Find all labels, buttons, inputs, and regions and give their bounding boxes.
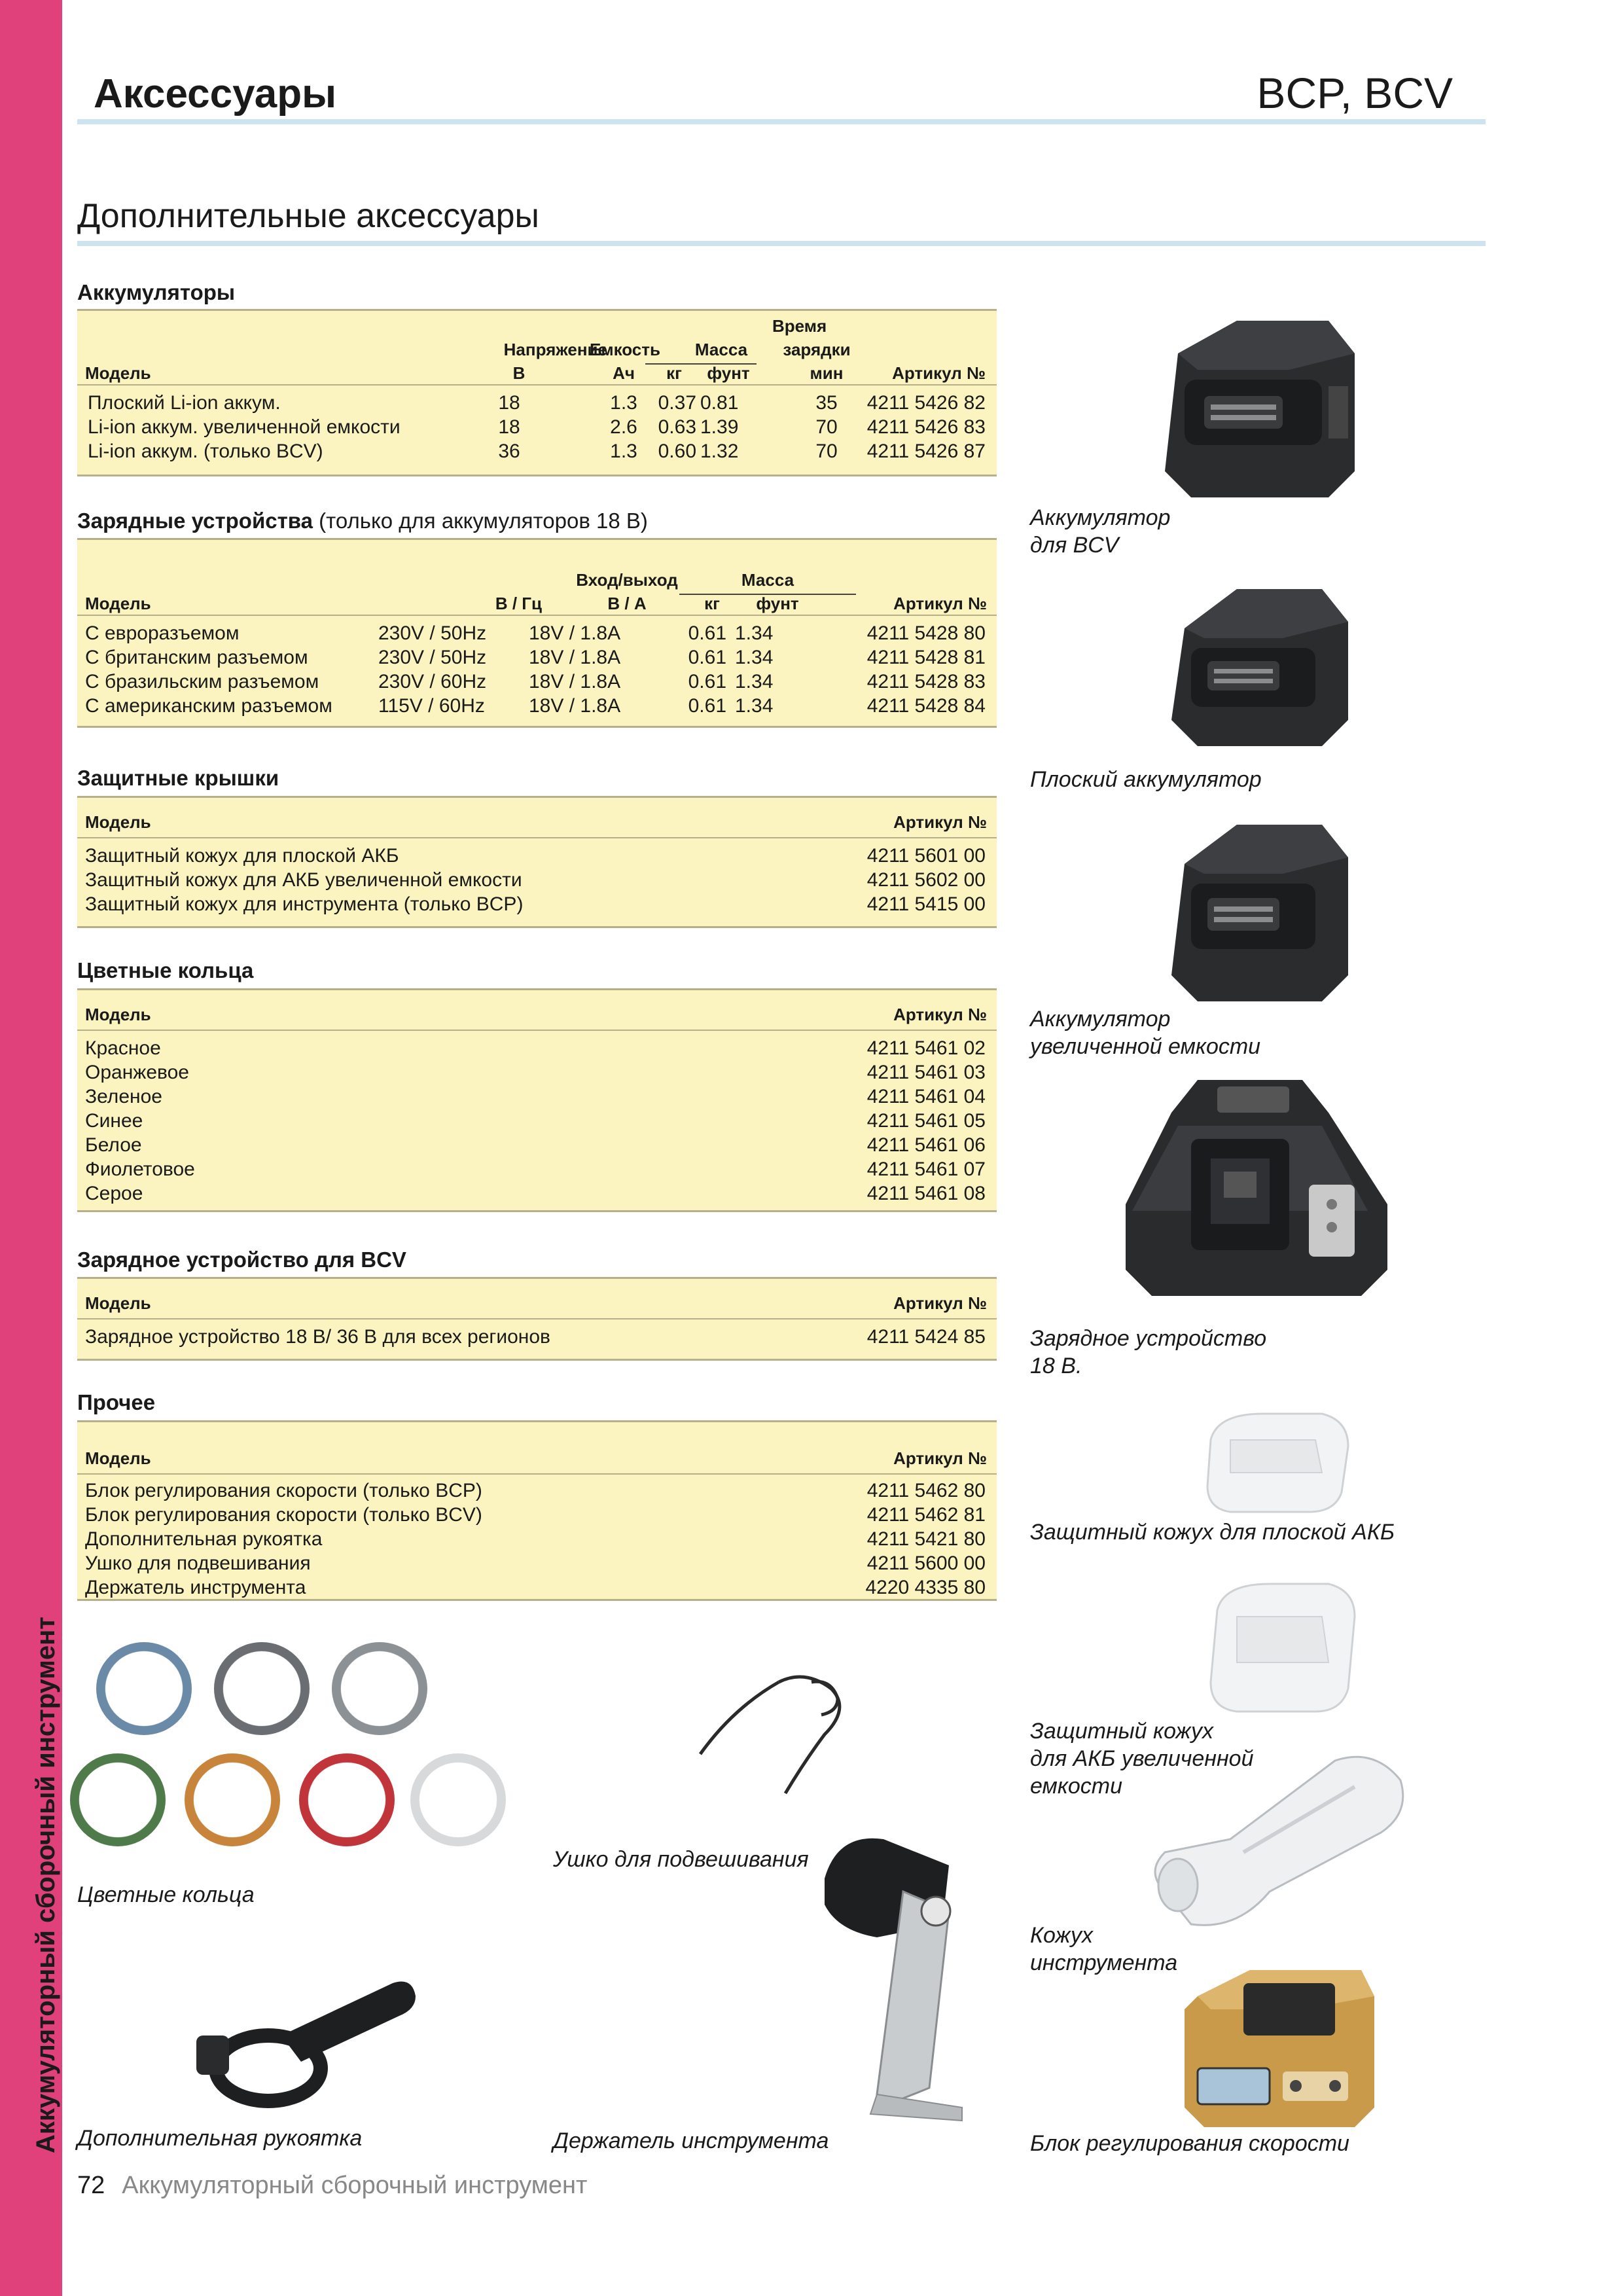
col-time-label-1: Время [772, 316, 827, 336]
col-mass-label: Масса [694, 340, 748, 359]
col-io-label-1: Вход/выход [576, 570, 678, 590]
col-article-label: Артикул № [893, 594, 987, 613]
page-title: Аксессуары [94, 71, 337, 117]
col-capacity-label-1: Емкость [590, 340, 660, 359]
caption-speed-unit: Блок регулирования скорости [1030, 2131, 1349, 2156]
col-model-label: Модель [85, 1448, 151, 1468]
color-ring-highlight [342, 1652, 418, 1725]
table-row: Синее 4211 5461 05 [85, 1110, 986, 1132]
col-kg-label: кг [704, 594, 720, 613]
table-row: Дополнительная рукоятка 4211 5421 80 [85, 1528, 986, 1550]
rings-title: Цветные кольца [77, 958, 254, 982]
section-title: Дополнительные аксессуары [77, 197, 539, 235]
table-row: Блок регулирования скорости (только BCP) 4211 5462 80 [85, 1480, 986, 1501]
table-row: Держатель инструмента 4220 4335 80 [85, 1577, 986, 1598]
caption-tool-cover: Кожух инструмента [1030, 1923, 1178, 1975]
col-model-label: Модель [85, 1005, 151, 1024]
batteries-table [77, 309, 997, 476]
page-number: 72 [77, 2172, 105, 2199]
side-handle-image [177, 1957, 425, 2127]
color-ring [415, 1758, 501, 1842]
col-model-label: Модель [85, 1293, 151, 1313]
table-row: Белое 4211 5461 06 [85, 1134, 986, 1156]
table-row: Зарядное устройство 18 В/ 36 В для всех регионов 4211 5424 85 [85, 1326, 986, 1348]
col-lb-label: фунт [707, 363, 750, 383]
caption-hc-cover: Защитный кожух для АКБ увеличенной емкости [1030, 1719, 1254, 1799]
page-footer [77, 2172, 587, 2200]
bcv-charger-title: Зарядное устройство для BCV [77, 1247, 406, 1272]
col-time-label-3: мин [810, 363, 844, 383]
table-row: С бразильским разъемом 230V / 60Hz 18V / 1.8A 0.61 1.34 4211 5428 83 [85, 671, 986, 692]
caption-holder: Держатель инструмента [553, 2128, 829, 2153]
color-ring-highlight [80, 1763, 156, 1837]
hc-battery-image [1152, 812, 1368, 1008]
caption-flat-cover: Защитный кожух для плоской АКБ [1030, 1520, 1395, 1545]
table-row: Плоский Li-ion аккум. 18 1.3 0.37 0.81 35 4211 5426 82 [88, 392, 986, 414]
table-row: Ушко для подвешивания 4211 5600 00 [85, 1552, 986, 1574]
sidebar [0, 0, 62, 2296]
color-ring-highlight [309, 1763, 385, 1837]
table-row: Защитный кожух для АКБ увеличенной емкости 4211 5602 00 [85, 869, 986, 891]
model-title: BCP, BCV [1257, 69, 1453, 117]
caption-charger: Зарядное устройство 18 В. [1030, 1326, 1267, 1378]
table-row: Li-ion аккум. увеличенной емкости 18 2.6 0.63 1.39 70 4211 5426 83 [88, 416, 986, 438]
col-kg-label: кг [666, 363, 682, 383]
color-ring [101, 1647, 187, 1731]
batteries-title: Аккумуляторы [77, 280, 236, 304]
col-model-label: Модель [85, 594, 151, 613]
tool-holder-image [812, 1826, 982, 2134]
col-article-label: Артикул № [893, 1448, 987, 1468]
color-ring [75, 1758, 161, 1842]
color-ring-highlight [106, 1652, 182, 1725]
footer-text: Аккумуляторный сборочный инструмент [122, 2172, 588, 2199]
table-row: Защитный кожух для плоской АКБ 4211 5601 00 [85, 845, 986, 867]
covers-title: Защитные крышки [77, 766, 279, 790]
covers-table [77, 796, 997, 928]
col-voltage-label-1: Напряжение [503, 340, 607, 359]
col-voltage-label-2: В [512, 363, 526, 383]
col-article-label: Артикул № [893, 1005, 987, 1024]
caption-hook: Ушко для подвешивания [553, 1847, 809, 1872]
flat-battery-image [1152, 576, 1368, 753]
colored-rings-image [65, 1636, 510, 1859]
table-row: С британским разъемом 230V / 50Hz 18V / 1.8A 0.61 1.34 4211 5428 81 [85, 647, 986, 668]
col-article-label: Артикул № [893, 1293, 987, 1313]
caption-handle: Дополнительная рукоятка [77, 2126, 363, 2151]
color-ring [336, 1647, 423, 1731]
header-divider [77, 119, 1486, 124]
col-lb-label: фунт [756, 594, 799, 613]
col-mass-label: Масса [741, 570, 794, 590]
table-row: Защитный кожух для инструмента (только BCP) 4211 5415 00 [85, 893, 986, 915]
col-model-label: Модель [85, 363, 151, 383]
table-row: Серое 4211 5461 08 [85, 1183, 986, 1204]
col-vhz-label: В / Гц [495, 594, 542, 613]
bcv-charger-table [77, 1277, 997, 1361]
chargers-table [77, 538, 997, 728]
table-row: С евроразъемом 230V / 50Hz 18V / 1.8A 0.61 1.34 4211 5428 80 [85, 622, 986, 644]
color-ring-highlight [224, 1652, 300, 1725]
col-model-label: Модель [85, 812, 151, 832]
caption-bcv-battery: Аккумулятор для BCV [1030, 505, 1171, 558]
other-title: Прочее [77, 1390, 156, 1414]
table-row: Зеленое 4211 5461 04 [85, 1086, 986, 1107]
col-article-label: Артикул № [892, 363, 986, 383]
tool-cover-image [1139, 1741, 1414, 1937]
col-capacity-label-2: Ач [613, 363, 635, 383]
chargers-title: Зарядные устройства (только для аккумуляторов 18 В) [77, 509, 648, 533]
table-row: Li-ion аккум. (только BCV) 36 1.3 0.60 1.32 70 4211 5426 87 [88, 440, 986, 462]
other-table [77, 1420, 997, 1601]
table-row: С американским разъемом 115V / 60Hz 18V / 1.8A 0.61 1.34 4211 5428 84 [85, 695, 986, 717]
hc-cover-image [1191, 1571, 1368, 1721]
charger-image [1113, 1073, 1400, 1322]
col-article-label: Артикул № [893, 812, 987, 832]
flat-cover-image [1191, 1401, 1361, 1518]
speed-unit-image [1171, 1957, 1387, 2134]
col-io-label-2: В / А [607, 594, 647, 613]
caption-flat-battery: Плоский аккумулятор [1030, 767, 1262, 792]
caption-hc-battery: Аккумулятор увеличенной емкости [1030, 1007, 1261, 1059]
table-row: Оранжевое 4211 5461 03 [85, 1062, 986, 1083]
table-row: Красное 4211 5461 02 [85, 1037, 986, 1059]
hanging-hook-image [681, 1662, 903, 1820]
section-divider [77, 241, 1486, 246]
table-row: Блок регулирования скорости (только BCV) 4211 5462 81 [85, 1504, 986, 1526]
rings-table [77, 988, 997, 1212]
caption-rings: Цветные кольца [77, 1882, 255, 1907]
sidebar-label: Аккумуляторный сборочный инструмент [31, 1617, 60, 2153]
bcv-battery-image [1139, 308, 1374, 504]
color-ring [304, 1758, 390, 1842]
color-ring [189, 1758, 276, 1842]
table-row: Фиолетовое 4211 5461 07 [85, 1158, 986, 1180]
color-ring [219, 1647, 305, 1731]
color-ring-highlight [194, 1763, 270, 1837]
color-ring-highlight [420, 1763, 496, 1837]
col-time-label-2: зарядки [783, 340, 851, 359]
